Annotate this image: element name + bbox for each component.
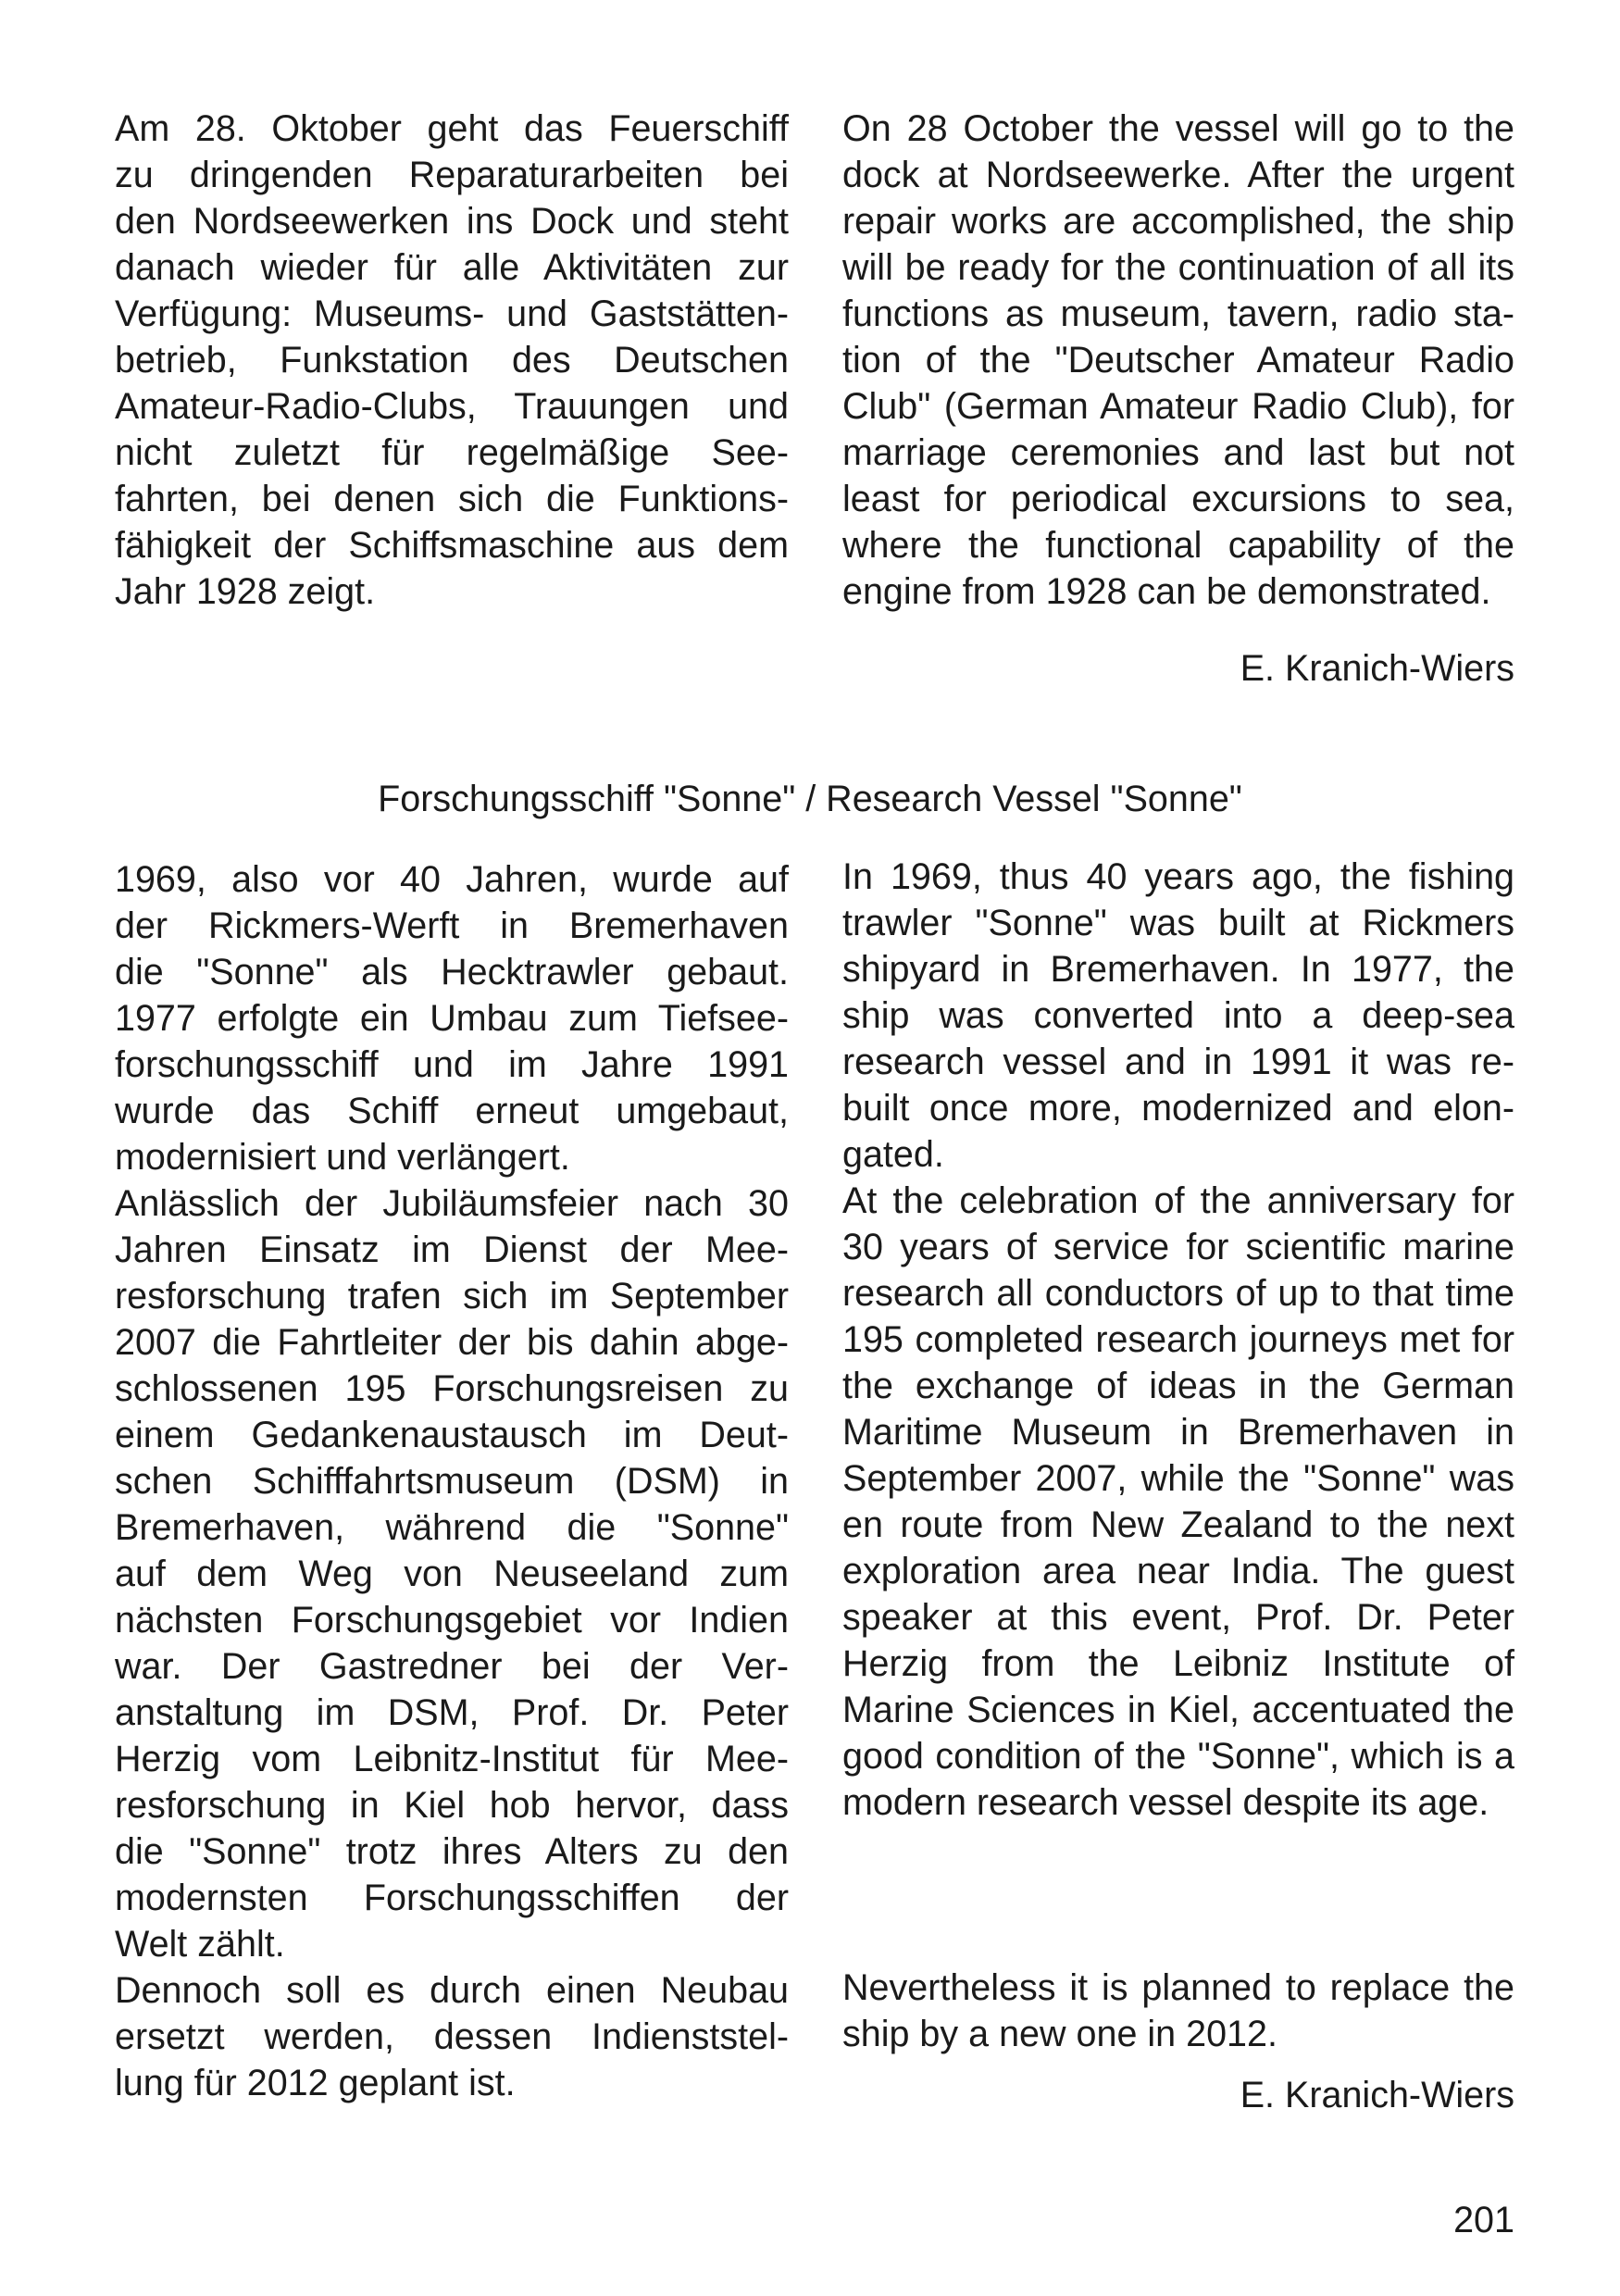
text-line: zu dringenden Reparaturarbeiten bei (115, 155, 789, 195)
text-line: fähigkeit der Schiffsmaschine aus dem (115, 525, 789, 566)
text-line: modern research vessel despite its age. (842, 1782, 1489, 1823)
text-line: good condition of the "Sonne", which is a (842, 1736, 1514, 1777)
text-line: exploration area near India. The guest (842, 1551, 1514, 1591)
text-line: die "Sonne" als Hecktrawler gebaut. (115, 952, 789, 992)
text-line: Nevertheless it is planned to replace the (842, 1967, 1514, 2008)
text-line: fahrten, bei denen sich die Funktions- (115, 479, 789, 519)
text-line: Welt zählt. (115, 1924, 285, 1965)
text-line: en route from New Zealand to the next (842, 1504, 1514, 1545)
text-line: Jahren Einsatz im Dienst der Mee- (115, 1229, 789, 1270)
text-line: den Nordseewerken ins Dock und steht (115, 201, 789, 242)
section2-english-text (842, 854, 1514, 1826)
text-line: Anlässlich der Jubiläumsfeier nach 30 (115, 1183, 789, 1224)
text-line: schen Schifffahrtsmuseum (DSM) in (115, 1461, 789, 1502)
text-line: will be ready for the continuation of all its (842, 247, 1514, 288)
text-line: ship by a new one in 2012. (842, 2014, 1277, 2054)
text-line: speaker at this event, Prof. Dr. Peter (842, 1597, 1514, 1638)
text-line: tion of the "Deutscher Amateur Radio (842, 340, 1514, 381)
text-line: shipyard in Bremerhaven. In 1977, the (842, 949, 1514, 990)
text-line: functions as museum, tavern, radio sta- (842, 293, 1514, 334)
text-line: 1969, also vor 40 Jahren, wurde auf (115, 859, 789, 900)
text-line: Dennoch soll es durch einen Neubau (115, 1970, 789, 2011)
section2-english-closing (842, 1965, 1514, 2057)
text-line: betrieb, Funkstation des Deutschen (115, 340, 789, 381)
text-line: In 1969, thus 40 years ago, the fishing (842, 856, 1514, 897)
text-line: modernisiert und verlängert. (115, 1137, 570, 1178)
article-title: Forschungsschiff "Sonne" / Research Vessel "Sonne" (378, 779, 1242, 819)
text-line: Marine Sciences in Kiel, accentuated the (842, 1690, 1514, 1730)
text-line: the exchange of ideas in the German (842, 1366, 1514, 1406)
text-line: forschungsschiff und im Jahre 1991 (115, 1044, 789, 1085)
text-line: 2007 die Fahrtleiter der bis dahin abge- (115, 1322, 789, 1363)
section1-signature: E. Kranich-Wiers (1240, 648, 1514, 689)
text-line: marriage ceremonies and last but not (842, 432, 1514, 473)
text-line: engine from 1928 can be demonstrated. (842, 571, 1491, 612)
text-line: trawler "Sonne" was built at Rickmers (842, 903, 1514, 943)
text-line: nicht zuletzt für regelmäßige See- (115, 432, 789, 473)
text-line: On 28 October the vessel will go to the (842, 108, 1514, 149)
text-line: 195 completed research journeys met for (842, 1319, 1514, 1360)
text-line: dock at Nordseewerke. After the urgent (842, 155, 1514, 195)
text-line: lung für 2012 geplant ist. (115, 2063, 516, 2103)
text-line: At the celebration of the anniversary for (842, 1180, 1514, 1221)
text-line: modernsten Forschungsschiffen der (115, 1878, 789, 1918)
section2-german-text (115, 856, 789, 2106)
text-line: danach wieder für alle Aktivitäten zur (115, 247, 789, 288)
text-line: built once more, modernized and elon- (842, 1088, 1514, 1129)
text-line: Amateur-Radio-Clubs, Trauungen und (115, 386, 789, 427)
text-line: einem Gedankenaustausch im Deut- (115, 1415, 789, 1455)
text-line: resforschung trafen sich im September (115, 1276, 789, 1316)
page-number: 201 (1453, 2200, 1514, 2240)
text-line: 30 years of service for scientific marine (842, 1227, 1514, 1267)
section2-signature: E. Kranich-Wiers (1240, 2075, 1514, 2115)
text-line: Maritime Museum in Bremerhaven in (842, 1412, 1514, 1453)
text-line: anstaltung im DSM, Prof. Dr. Peter (115, 1692, 789, 1733)
text-line: der Rickmers-Werft in Bremerhaven (115, 905, 789, 946)
text-line: ersetzt werden, dessen Indienststel- (115, 2016, 789, 2057)
text-line: September 2007, while the "Sonne" was (842, 1458, 1514, 1499)
text-line: schlossenen 195 Forschungsreisen zu (115, 1368, 789, 1409)
text-line: Am 28. Oktober geht das Feuerschiff (115, 108, 789, 149)
text-line: Bremerhaven, während die "Sonne" (115, 1507, 789, 1548)
text-line: Herzig from the Leibniz Institute of (842, 1643, 1514, 1684)
text-line: auf dem Weg von Neuseeland zum (115, 1554, 789, 1594)
text-line: nächsten Forschungsgebiet vor Indien (115, 1600, 789, 1641)
text-line: gated. (842, 1134, 944, 1175)
text-line: least for periodical excursions to sea, (842, 479, 1514, 519)
text-line: research all conductors of up to that time (842, 1273, 1514, 1314)
text-line: Herzig vom Leibnitz-Institut für Mee- (115, 1739, 789, 1779)
text-line: Club" (German Amateur Radio Club), for (842, 386, 1514, 427)
text-line: research vessel and in 1991 it was re- (842, 1042, 1514, 1082)
text-line: war. Der Gastredner bei der Ver- (115, 1646, 789, 1687)
text-line: wurde das Schiff erneut umgebaut, (115, 1091, 789, 1131)
text-line: where the functional capability of the (842, 525, 1514, 566)
text-line: 1977 erfolgte ein Umbau zum Tiefsee- (115, 998, 789, 1039)
text-line: resforschung in Kiel hob hervor, dass (115, 1785, 789, 1826)
text-line: ship was converted into a deep-sea (842, 995, 1514, 1036)
text-line: repair works are accomplished, the ship (842, 201, 1514, 242)
section1-english-text (842, 106, 1514, 615)
text-line: Verfügung: Museums- und Gaststätten- (115, 293, 789, 334)
text-line: Jahr 1928 zeigt. (115, 571, 376, 612)
text-line: die "Sonne" trotz ihres Alters zu den (115, 1831, 789, 1872)
section1-german-text (115, 106, 789, 615)
